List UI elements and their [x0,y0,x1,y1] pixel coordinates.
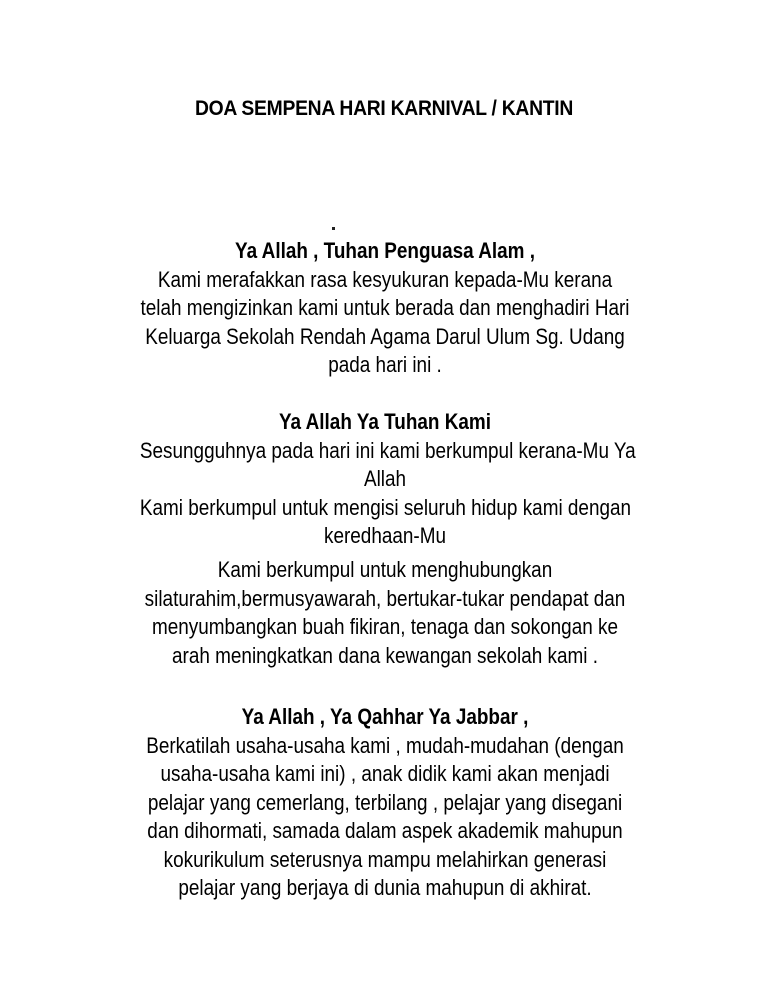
text-line: Kami berkumpul untuk mengisi seluruh hidup kami dengan [139,494,632,520]
text-line: Sesungguhnya pada hari ini kami berkumpul kerana-Mu Ya [139,437,636,463]
section-heading: Ya Allah Ya Tuhan Kami [278,409,492,434]
bullet-marker [332,227,335,230]
prayer-section-1 [100,237,670,380]
text-line: Berkatilah usaha-usaha kami , mudah-mudahan (dengan [146,732,624,758]
text-line: pada hari ini . [328,352,442,377]
text-line: telah mengizinkan kami untuk berada dan menghadiri Hari [140,295,630,320]
section-heading: Ya Allah , Ya Qahhar Ya Jabbar , [241,704,529,729]
text-line: pelajar yang berjaya di dunia mahupun di akhirat. [178,875,592,900]
section-heading: Ya Allah , Tuhan Penguasa Alam , [234,238,536,263]
text-line: usaha-usaha kami ini) , anak didik kami akan menjadi [160,761,610,786]
text-line: Allah [363,466,407,491]
text-line: menyumbangkan buah fikiran, tenaga dan sokongan ke [152,614,618,639]
text-line: silaturahim,bermusyawarah, bertukar-tukar pendapat dan [144,585,626,611]
text-line: Keluarga Sekolah Rendah Agama Darul Ulum Sg. Udang [145,323,625,349]
prayer-section-2 [100,408,670,551]
text-line: pelajar yang cemerlang, terbilang , pelajar yang disegani [147,789,623,815]
prayer-section-3 [100,556,670,670]
text-line: Kami berkumpul untuk menghubungkan [217,557,553,582]
text-line: keredhaan-Mu [323,523,447,548]
prayer-section-4 [100,703,670,903]
text-line: kokurikulum seterusnya mampu melahirkan generasi [163,846,607,872]
text-line: dan dihormati, samada dalam aspek akademik mahupun [147,818,623,843]
text-line: Kami merafakkan rasa kesyukuran kepada-Mu kerana [157,266,613,292]
text-line: arah meningkatkan dana kewangan sekolah kami . [172,642,598,668]
document-title: DOA SEMPENA HARI KARNIVAL / KANTIN [194,97,574,120]
